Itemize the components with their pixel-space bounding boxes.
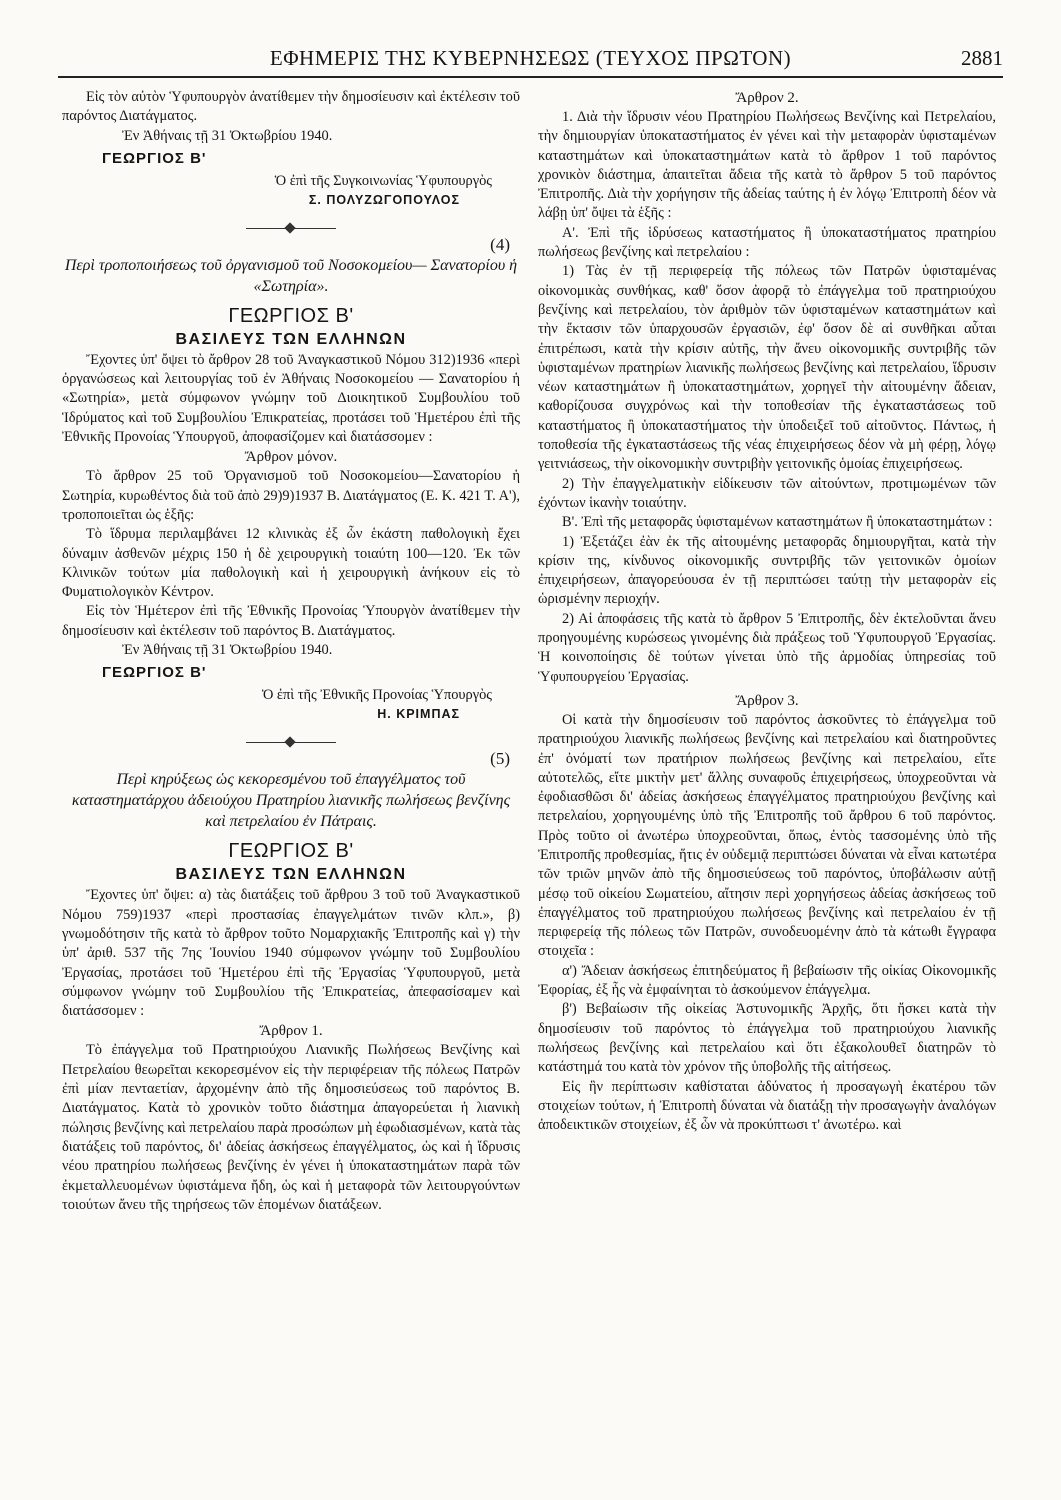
closing-paragraph: Εἰς τὸν αὐτὸν Ὑφυπουργὸν ἀνατίθεμεν τὴν δημοσίευσιν καὶ ἐκτέλεσιν τοῦ παρόντος Διατάγματος. [62,89,520,125]
preamble: Ἔχοντες ὑπ' ὄψει τὸ ἄρθρον 28 τοῦ Ἀναγκαστικοῦ Νόμου 312)1936 «περὶ ὀργανώσεως καὶ λειτουργίας τοῦ ἐν Ἀθήναις Νοσοκομείου — Σανατορίου ἡ «Σωτηρία», μετὰ σύμφωνον γνώμην τοῦ Διοικητικοῦ Συμβουλίου τοῦ Ἱδρύματος καὶ τοῦ Συμβουλίου Ἐπικρατείας, προτάσει τοῦ Ἡμετέρου ἐπὶ τῆς Ἐθνικῆς Προνοίας Ὑπουργοῦ, ἀποφασίζομεν καὶ διατάσσομεν : [62,351,520,446]
article-paragraph: Τὸ ἵδρυμα περιλαμβάνει 12 κλινικὰς ἐξ ὧν ἑκάστη παθολογικὴ ἔχει δύναμιν ἀσθενῶν μέχρις 150 ἡ δὲ χειρουργικὴ τοιαύτη 100—120. Ἐκ τῶν Κλινικῶν τούτων μία παθολογικὴ καὶ ἡ χειρουργικὴ ἀνήκουν εἰς τὸ Φυματιολογικὸν Κέντρον. [62,526,520,601]
minister-role: Ὁ ἐπὶ τῆς Ἐθνικῆς Προνοίας Ὑπουργὸς [261,687,492,704]
king-title: ΓΕΩΡΓΙΟΣ Β' [228,304,354,327]
king-title: ΓΕΩΡΓΙΟΣ Β' [228,840,354,863]
date-line: Ἐν Ἀθήναις τῇ 31 Ὀκτωβρίου 1940. [122,127,333,144]
article-paragraph: 1) Ἐξετάζει ἐὰν ἐκ τῆς αἰτουμένης μεταφορᾶς δημιουργῆται, κατὰ τὴν κρίσιν της, κίνδυνος οἰκονομικῆς συντριβῆς τῶν γειτονικῶν ὁμοίων ἐπιχειρήσεων, ἀπαγορεύουσα ἐν τῇ περιπτώσει ταύτῃ τὴν μεταφορὰν εἰς ὡρισμένην περιοχήν. [538,533,996,608]
article-paragraph: Β'. Ἐπὶ τῆς μεταφορᾶς ὑφισταμένων καταστημάτων ἢ ὑποκαταστημάτων : [562,514,993,531]
article-heading: Ἄρθρον 3. [735,692,799,709]
page-number: 2881 [961,46,1003,70]
king-subtitle: ΒΑΣΙΛΕΥΣ ΤΩΝ ΕΛΛΗΝΩΝ [175,330,407,348]
section-divider [246,742,336,743]
right-column [538,88,996,1135]
article-paragraph: Εἰς τὸν Ἡμέτερον ἐπὶ τῆς Ἐθνικῆς Προνοίας Ὑπουργὸν ἀνατίθεμεν τὴν δημοσίευσιν καὶ ἐκτέλεσιν τοῦ παρόντος Β. Διατάγματος. [62,603,520,639]
article-paragraph: 2) Τὴν ἐπαγγελματικὴν εἰδίκευσιν τῶν αἰτούντων, προτιμωμένων τῶν ἐχόντων ἱκανὴν τοιαύτην. [538,475,996,511]
minister-name: Η. ΚΡΙΜΠΑΣ [377,707,460,722]
king-signature: ΓΕΩΡΓΙΟΣ Β' [102,149,207,167]
gazette-title: ΕΦΗΜΕΡΙΣ ΤΗΣ ΚΥΒΕΡΝΗΣΕΩΣ (ΤΕΥΧΟΣ ΠΡΩΤΟΝ) [269,46,792,70]
decree-number: (4) [490,234,510,254]
minister-name: Σ. ΠΟΛΥΖΩΓΟΠΟΥΛΟΣ [308,192,460,207]
article-heading: Ἄρθρον 2. [735,90,799,106]
page-header [58,40,1003,78]
article-heading: Ἄρθρον μόνον. [244,449,338,466]
decree-number: (5) [490,749,510,769]
left-column [62,88,520,1215]
decree-subject: Περὶ τροποποιήσεως τοῦ ὀργανισμοῦ τοῦ Νοσοκομείου— Σανατορίου ἡ «Σωτηρία». [64,256,518,295]
section-divider [246,228,336,229]
king-signature: ΓΕΩΡΓΙΟΣ Β' [102,664,207,682]
article-paragraph: Οἱ κατὰ τὴν δημοσίευσιν τοῦ παρόντος ἀσκοῦντες τὸ ἐπάγγελμα τοῦ πρατηριούχου λιανικῆς πωλήσεως βενζίνης καὶ πετρελαίου καὶ διατηροῦντες ἐπ' ὀνόματί των πρατήριον πωλήσεως βενζίνης καὶ πετρελαίου, εἴτε αὐτοτελῶς, εἴτε μικτὴν μετ' ἄλλης συναφοῦς ἐπιχειρήσεως, ὑποχρεοῦνται νὰ ἐφοδιασθῶσι δι' ἀδείας ἀσκήσεως ἐπαγγέλματος πρατηριούχου βενζίνης καὶ πετρελαίου, χορηγουμένης ὑπὸ τῆς Ἐπιτροπῆς τοῦ ἄρθρου 6 τοῦ παρόντος. Πρὸς τοῦτο οἱ ἀνωτέρω ὑποχρεοῦνται, ὅπως, ἐντὸς τασσομένης ὑπὸ τῆς Ἐπιτροπῆς προθεσμίας, ἥτις ἐν οὐδεμιᾷ περιπτώσει δύναται νὰ εἶναι κατωτέρα τῶν τριῶν μηνῶν ἀπὸ τῆς δημοσιεύσεως τοῦ παρόντος, ὑποβάλωσιν αὐτῇ μέσῳ τοῦ οἰκείου Σωματείου, αἴτησιν περὶ χορηγήσεως ἀδείας ἀσκήσεως τοῦ ἐπαγγέλματος τοῦ πρατηριούχου πωλήσεως βενζίνης καὶ πετρελαίου ἐν τῇ περιφερείᾳ τῆς πόλεως τῶν Πατρῶν, συνοδευομένην ἀπὸ τὰ κάτωθι ἔγγραφα στοιχεῖα : [538,711,996,960]
article-paragraph: 1. Διὰ τὴν ἵδρυσιν νέου Πρατηρίου Πωλήσεως Βενζίνης καὶ Πετρελαίου, τὴν δημιουργίαν ὑποκαταστήματος ἐν γένει καὶ τὴν μεταφορὰν ὑφισταμένων καταστημάτων καὶ ὑποκαταστημάτων κατὰ τὸ ἄρθρον 1 τοῦ παρόντος χρονικὸν διάστημα, ἀπαιτεῖται ἄδεια τῆς κατὰ τὸ ἄρθρον 5 τοῦ παρόντος Ἐπιτροπῆς. Διὰ τὴν χορήγησιν τῆς ἀδείας ταύτης ἡ ἐν λόγῳ Ἐπιτροπὴ δέον νὰ λάβῃ ὑπ' ὄψει τὰ ἑξῆς : [538,109,996,222]
article-paragraph: Τὸ ἄρθρον 25 τοῦ Ὀργανισμοῦ τοῦ Νοσοκομείου—Σανατορίου ἡ Σωτηρία, κυρωθέντος διὰ τοῦ ἀπὸ 29)9)1937 Β. Διατάγματος (Ε. Κ. 421 Τ. Α'), τροποποιεῖται ὡς ἑξῆς: [62,468,520,523]
article-heading: Ἄρθρον 1. [259,1023,323,1040]
article-paragraph: 2) Αἱ ἀποφάσεις τῆς κατὰ τὸ ἄρθρον 5 Ἐπιτροπῆς, δὲν ἐκτελοῦνται ἄνευ προηγουμένης κυρώσεως γινομένης διὰ πράξεως τοῦ Ὑφυπουργοῦ Ἐργασίας. Ἡ κοινοποίησις δὲ τούτων γίνεται ὑπὸ τῆς ἁρμοδίας ὑπηρεσίας τοῦ Ὑφυπουργείου Ἐργασίας. [538,610,996,685]
article-paragraph: Εἰς ἣν περίπτωσιν καθίσταται ἀδύνατος ἡ προσαγωγὴ ἑκατέρου τῶν στοιχείων τούτων, ἡ Ἐπιτροπὴ δύναται νὰ διατάξῃ τὴν προσαγωγὴν ἀναλόγων ἀποδεικτικῶν στοιχείων, ἐξ ὧν νὰ προκύπτωσι τ' ἀνωτέρω. καὶ [538,1078,996,1134]
article-paragraph: β') Βεβαίωσιν τῆς οἰκείας Ἀστυνομικῆς Ἀρχῆς, ὅτι ἤσκει κατὰ τὴν δημοσίευσιν τοῦ παρόντος τὸ ἐπάγγελμα τοῦ πρατηριούχου λιανικῆς πωλήσεως βενζίνης καὶ πετρελαίου καὶ ὅτι ἐξακολουθεῖ διατηρῶν τὸ κατάστημά του κατὰ τὸν χρόνον τῆς ὑποβολῆς τῆς αἰτήσεως. [538,1001,996,1076]
king-subtitle: ΒΑΣΙΛΕΥΣ ΤΩΝ ΕΛΛΗΝΩΝ [175,866,407,884]
date-line: Ἐν Ἀθήναις τῇ 31 Ὀκτωβρίου 1940. [122,642,333,659]
article-paragraph: α') Ἄδειαν ἀσκήσεως ἐπιτηδεύματος ἢ βεβαίωσιν τῆς οἰκίας Οἰκονομικῆς Ἐφορίας, ἐξ ἧς νὰ ἐμφαίνηται τὸ ἀσκούμενον ἐπάγγελμα. [538,962,996,999]
decree-subject: Περὶ κηρύξεως ὡς κεκορεσμένου τοῦ ἐπαγγέλματος τοῦ καταστηματάρχου ἀδειούχου Πρατηρίου λιανικῆς πωλήσεως βενζίνης καὶ πετρελαίου ἐν Πάτραις. [71,771,511,831]
preamble: Ἔχοντες ὑπ' ὄψει: α) τὰς διατάξεις τοῦ ἄρθρου 3 τοῦ τοῦ Ἀναγκαστικοῦ Νόμου 759)1937 «περὶ προστασίας ἐπαγγελμάτων τινῶν κλπ.», β) γνωμοδότησιν τῆς κατὰ τὸ ἄρθρον τοῦτο Νομαρχιακῆς Ἐπιτροπῆς καὶ γ) τὴν ὑπ' ἀριθ. 537 τῆς 7ης Ἰουνίου 1940 σύμφωνον γνώμην τοῦ Συμβουλίου Ἐργασίας, προτάσει τοῦ Ἡμετέρου ἐπὶ τῆς Ἐργασίας Ὑφυπουργοῦ, μετὰ σύμφωνον γνώμην τοῦ Συμβουλίου τῆς Ἐπικρατείας, ἀπεφασίσαμεν καὶ διατάσσομεν : [62,887,520,1020]
article-paragraph: Τὸ ἐπάγγελμα τοῦ Πρατηριούχου Λιανικῆς Πωλήσεως Βενζίνης καὶ Πετρελαίου θεωρεῖται κεκορεσμένον εἰς τὴν περιφέρειαν τῆς πόλεως Πατρῶν ἐπὶ μίαν πενταετίαν, ἀρχομένην ἀπὸ τῆς δημοσιεύσεως τοῦ παρόντος Β. Διατάγματος. Κατὰ τὸ χρονικὸν τοῦτο διάστημα ἀπαγορεύεται ἡ λιανικὴ πώλησις βενζίνης καὶ πετρελαίου παρὰ προσώπων μὴ ἐφωδιασμένων, κατὰ τὰς διατάξεις τοῦ παρόντος, δι' ἀδείας ἀσκήσεως ἐπαγγέλματος, ὡς καὶ ἡ ἵδρυσις νέου πρατηρίου πωλήσεως βενζίνης ἐν γένει ἡ ὑποκαταστημάτων παρὰ τῶν ἐκμεταλλευομένων ὑφιστάμενα ἤδη, ὡς καὶ ἡ μεταφορὰ τῶν λειτουργούντων τοιούτων ἄνευ τῆς τηρήσεως τῶν ἑπομένων διατάξεων. [62,1042,520,1213]
article-paragraph: 1) Τὰς ἐν τῇ περιφερείᾳ τῆς πόλεως τῶν Πατρῶν ὑφισταμένας οἰκονομικὰς συνθήκας, καθ' ὅσον ἀφορᾷ τὸ ἐπάγγελμα τοῦ πρατηριούχου βενζίνης καὶ πετρελαίου, τὸν ἀριθμὸν τῶν ὑφισταμένων καταστημάτων καὶ τὴν ἔκτασιν τῶν ὑπαρχουσῶν ἐργασιῶν, ἐφ' ὅσον δὲ αἱ συνθῆκαι αὗται ἐπιτρέπωσι, κατὰ τὴν κρίσιν αὐτῆς, τὴν ἄνευ οἰκονομικῆς συντριβῆς τῶν ὑφισταμένων πρατηρίων λιανικῆς πωλήσεως βενζίνης καὶ πετρελαίου, ἵδρυσιν νέων καταστημάτων ἢ ὑποκαταστημάτων, χορηγεῖ τὴν αἰτουμένην ἄδειαν, καθορίζουσα συγχρόνως καὶ τὴν τοποθεσίαν τῆς ἐγκαταστάσεως τοῦ καταστήματος ἢ ὑποκαταστήματος τὴν ὑποδειξεῖ τοῦ αἰτοῦντος. Πάντως, ἡ τοποθεσία τῆς ἐγκαταστάσεως τῆς νέας ἐπιχειρήσεως δέον νὰ μὴ φέρῃ, λόγῳ γειτνιάσεως, τὴν οἰκονομικὴν συντριβὴν γειτονικῆς ὁμοίας ἐπιχειρήσεως. [538,263,996,473]
minister-role: Ὁ ἐπὶ τῆς Συγκοινωνίας Ὑφυπουργὸς [274,172,492,189]
article-paragraph: Α'. Ἐπὶ τῆς ἱδρύσεως καταστήματος ἢ ὑποκαταστήματος πρατηρίου πωλήσεως βενζίνης καὶ πετρελαίου : [538,224,996,261]
